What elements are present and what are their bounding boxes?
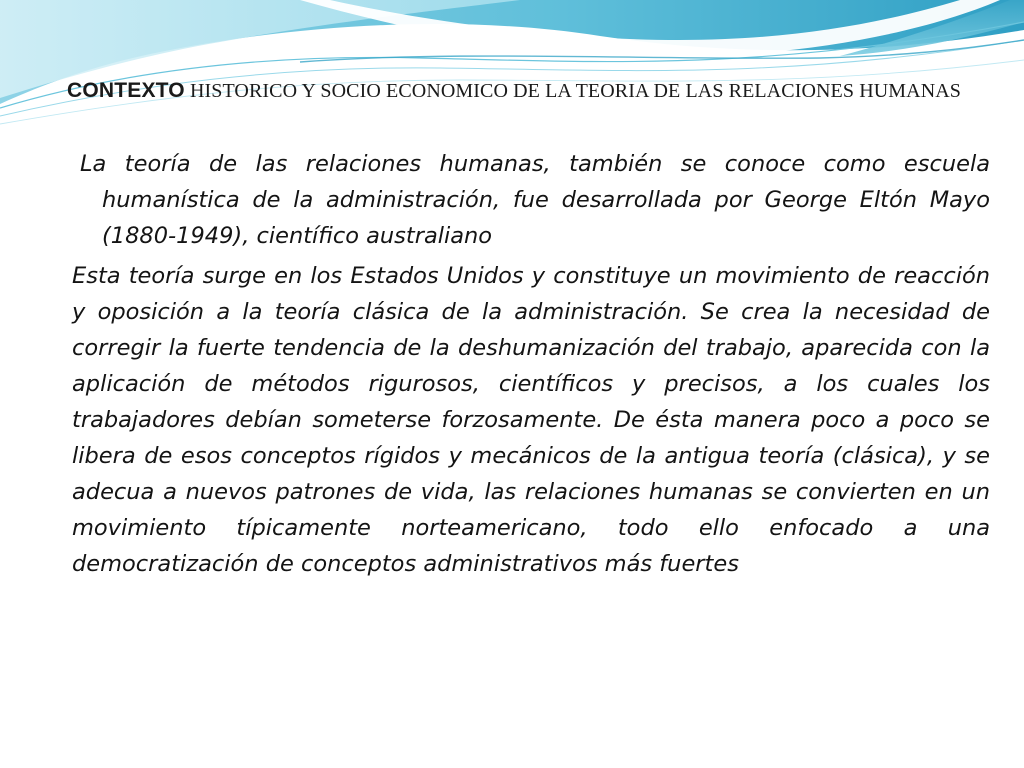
paragraph-1: La teoría de las relaciones humanas, también se conoce como escuela humanística de la administración, fue desarrollada por George Eltón Mayo (1880-1949), científico australiano bbox=[80, 151, 990, 249]
paragraph-2: Esta teoría surge en los Estados Unidos y constituye un movimiento de reacción y oposición a la teoría clásica de la administración. Se crea la necesidad de corregir la fuerte tendencia de la deshumanización del trabajo, aparecida con la aplicación de métodos rigurosos, científicos y precisos, a los cuales los trabajadores debían someterse forzosamente. De ésta manera poco a poco se libera de esos conceptos rígidos y mecánicos de la antigua teoría (clásica), y se adecua a nuevos patrones de vida, las relaciones humanas se convierten en un movimiento típicamente norteamericano, todo ello enfocado a una democratización de conceptos administrativos más fuertes bbox=[72, 263, 990, 577]
slide-title bbox=[60, 76, 968, 107]
title-rest-text: HISTORICO Y SOCIO ECONOMICO DE LA TEORIA DE LAS RELACIONES HUMANAS bbox=[184, 80, 962, 102]
slide-body bbox=[72, 146, 990, 582]
title-lead-word: CONTEXTO bbox=[66, 79, 185, 102]
